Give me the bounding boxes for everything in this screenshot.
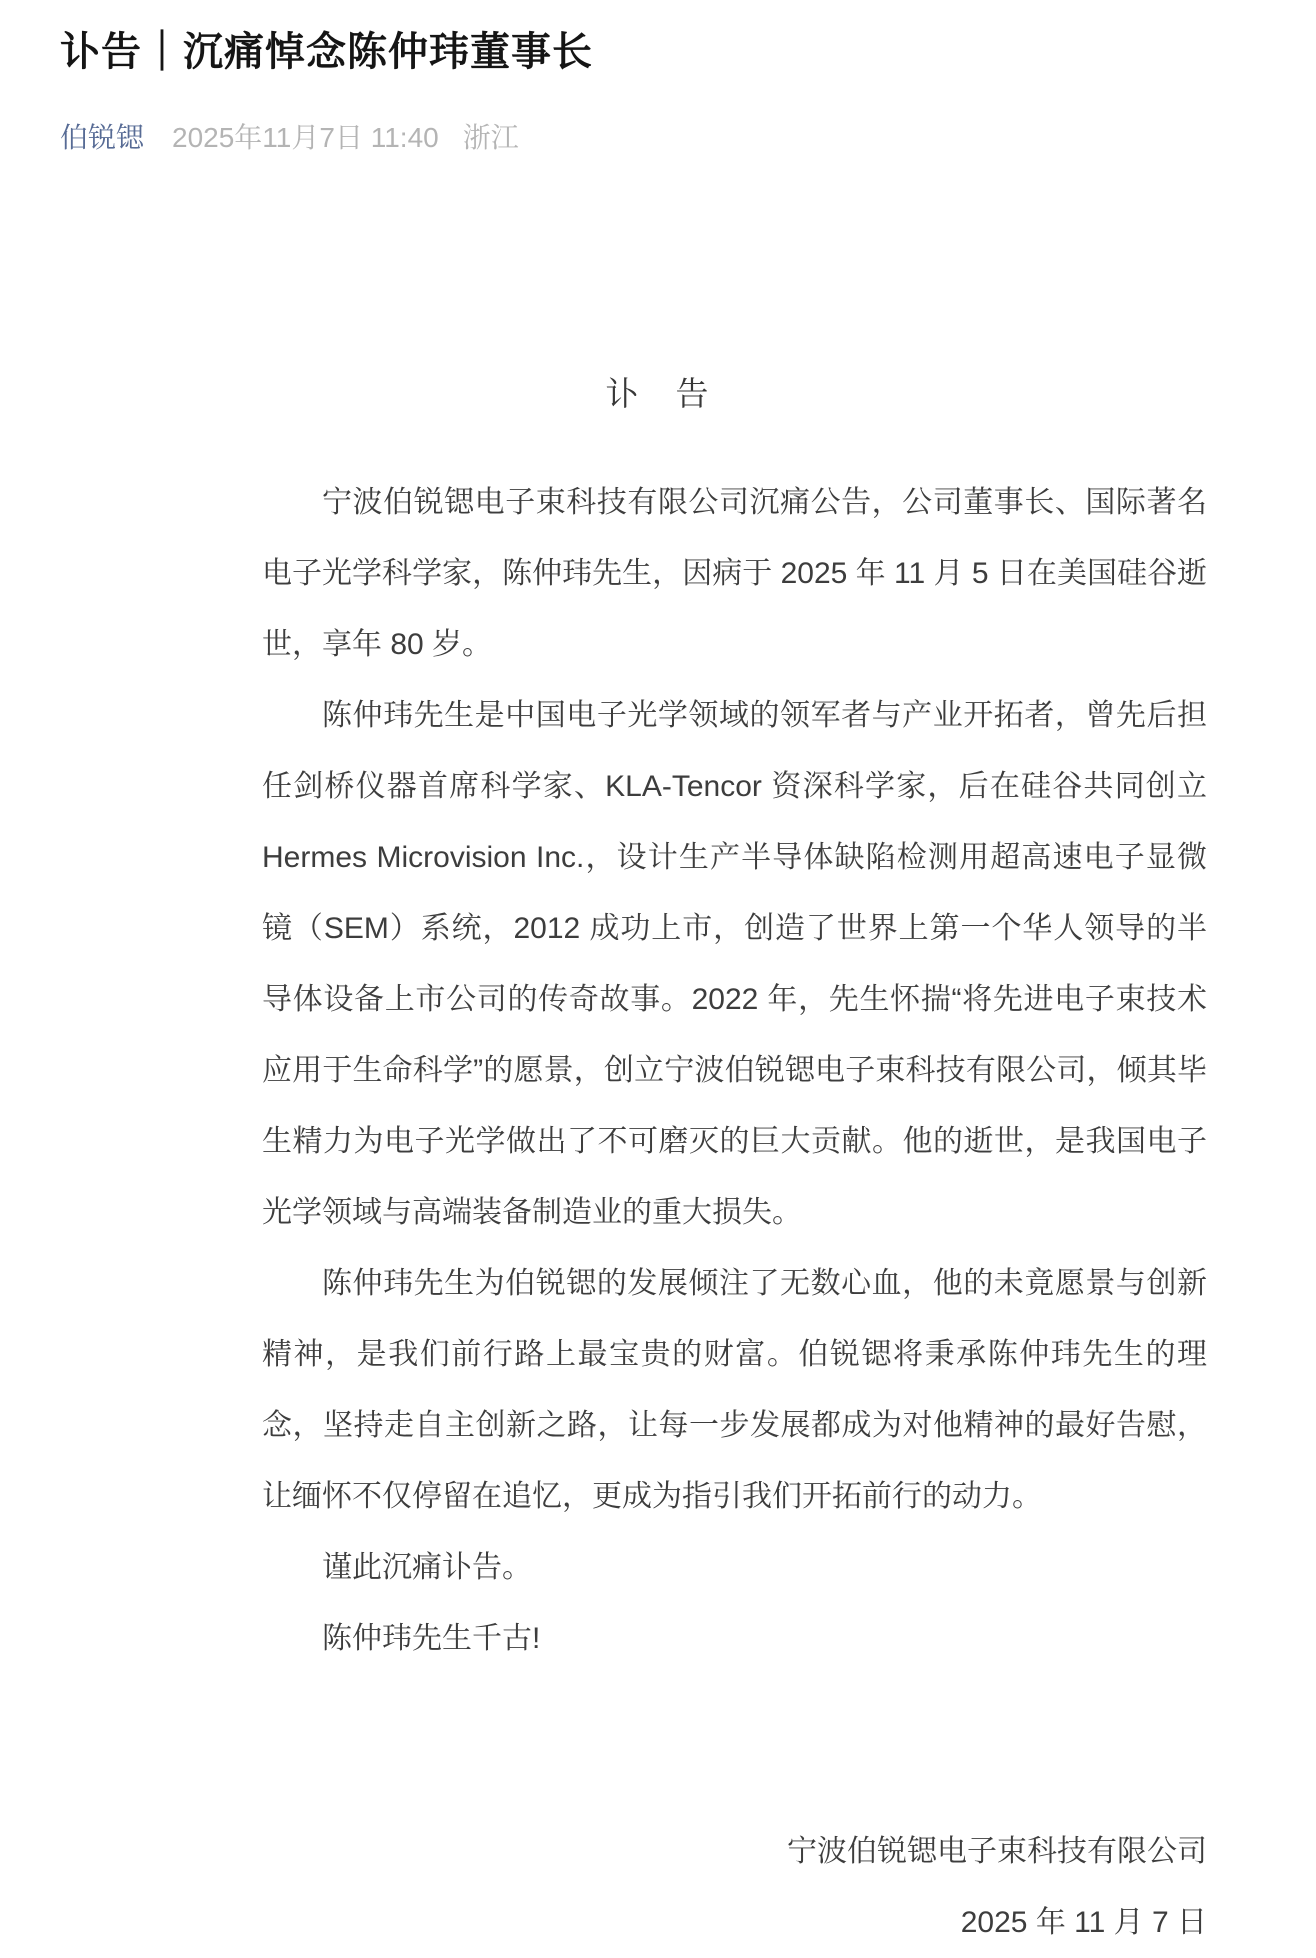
byline [60,116,1256,156]
publish-location: 浙江 [462,122,519,153]
signature-company: 宁波伯锐锶电子束科技有限公司 [787,1835,1207,1868]
doc-paragraph: 谨此沉痛讣告。 [322,1551,532,1584]
account-link[interactable]: 伯锐锶 [60,122,145,153]
publish-date: 2025年11月7日 11:40 [172,122,439,153]
obituary-body [262,467,1207,1958]
obituary-heading: 讣 告 [605,375,711,412]
obituary-document-image[interactable] [0,368,1316,1958]
doc-paragraph: 陈仲玮先生为伯锐锶的发展倾注了无数心血，他的未竟愿景与创新精神，是我们前行路上最宝贵的财富。伯锐锶将秉承陈仲玮先生的理念，坚持走自主创新之路，让每一步发展都成为对他精神的最好告慰，让缅怀不仅停留在追忆，更成为指引我们开拓前行的动力。 [262,1267,1207,1513]
article-header [0,0,1316,156]
signature-date: 2025 年 11 月 7 日 [960,1906,1207,1939]
article-title: 讣告｜沉痛悼念陈仲玮董事长 [60,30,593,74]
doc-paragraph: 陈仲玮先生是中国电子光学领域的领军者与产业开拓者，曾先后担任剑桥仪器首席科学家、KLA-Tencor 资深科学家，后在硅谷共同创立 Hermes Microvision Inc.，设计生产半导体缺陷检测用超高速电子显微镜（SEM）系统，2012 成功上市，创造了世界上第一个华人领导的半导体设备上市公司的传奇故事。2022 年，先生怀揣“将先进电子束技术应用于生命科学”的愿景，创立宁波伯锐锶电子束科技有限公司，倾其毕生精力为电子光学做出了不可磨灭的巨大贡献。他的逝世，是我国电子光学领域与高端装备制造业的重大损失。 [262,699,1207,1229]
signature-block [262,1816,1207,1958]
doc-paragraph: 宁波伯锐锶电子束科技有限公司沉痛公告，公司董事长、国际著名电子光学科学家，陈仲玮先生，因病于 2025 年 11 月 5 日在美国硅谷逝世，享年 80 岁。 [262,486,1207,661]
doc-paragraph: 陈仲玮先生千古! [322,1622,541,1655]
